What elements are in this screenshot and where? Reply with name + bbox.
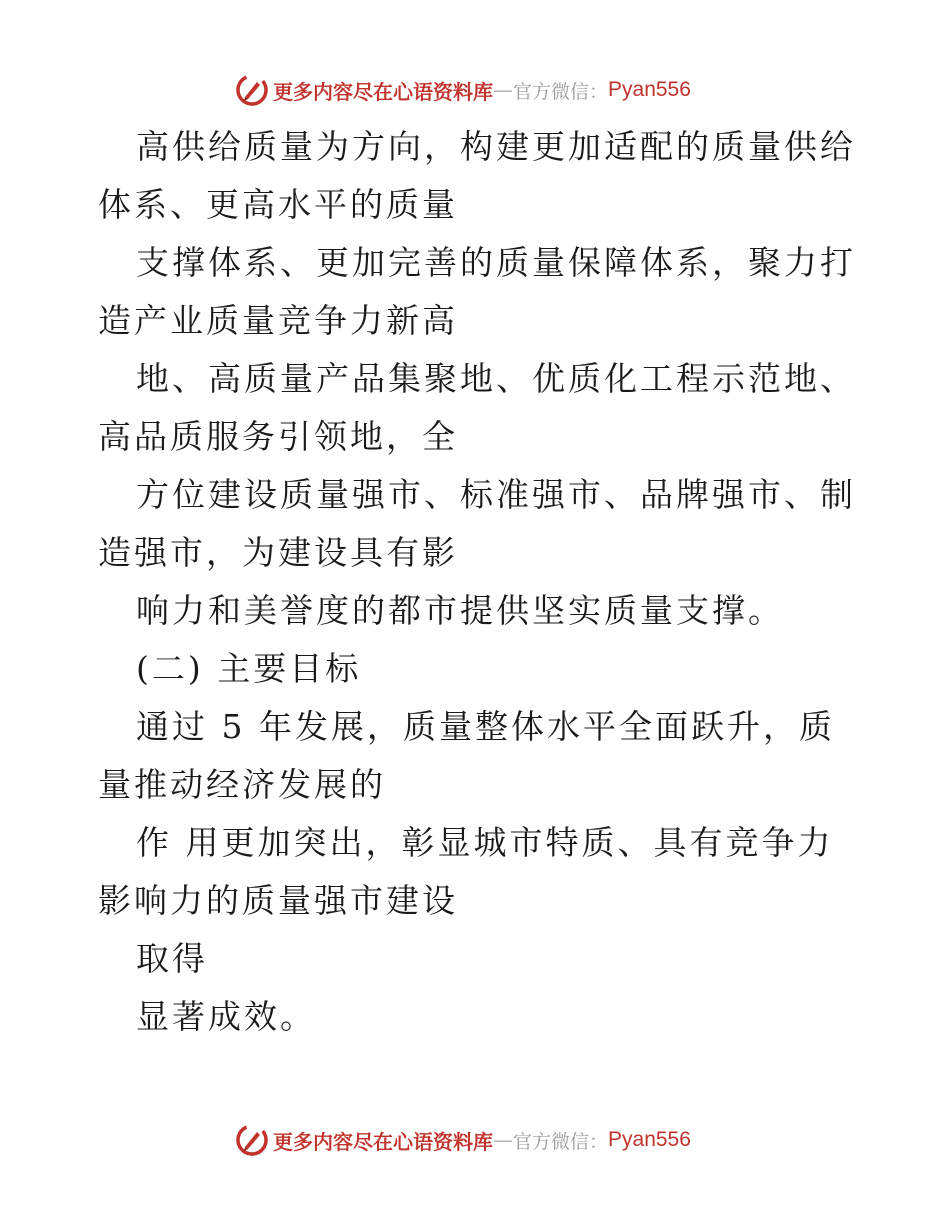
paragraph: 方位建设质量强市、标准强市、品牌强市、制造强市，为建设具有影	[98, 475, 856, 572]
header-watermark	[235, 72, 691, 108]
watermark-brand: 更多内容尽在心语资料库	[273, 1129, 493, 1154]
paragraph: 作 用更加突出，彰显城市特质、具有竞争力影响力的质量强市建设	[98, 823, 834, 920]
brush-seal-logo-icon	[235, 73, 269, 107]
section-heading: (二) 主要目标	[136, 649, 362, 688]
document-body	[98, 118, 858, 1046]
watermark-official-label: 官方微信：	[513, 80, 609, 103]
paragraph: 响力和美誉度的都市提供坚实质量支撑。	[136, 591, 784, 630]
watermark-separator: —	[493, 78, 513, 102]
watermark-official-label: 官方微信：	[513, 1130, 609, 1153]
paragraph: 支撑体系、更加完善的质量保障体系，聚力打造产业质量竞争力新高	[98, 243, 856, 340]
paragraph: 地、高质量产品集聚地、优质化工程示范地、高品质服务引领地，全	[98, 359, 856, 456]
watermark-wechat-id: Pyan556	[608, 78, 691, 101]
brush-seal-logo-icon	[235, 1123, 269, 1157]
paragraph: 高供给质量为方向，构建更加适配的质量供给体系、更高水平的质量	[98, 127, 856, 224]
watermark-separator: —	[493, 1128, 513, 1152]
paragraph: 显著成效。	[136, 997, 316, 1036]
footer-watermark	[235, 1122, 691, 1158]
watermark-wechat-id: Pyan556	[608, 1128, 691, 1151]
watermark-brand: 更多内容尽在心语资料库	[273, 79, 493, 104]
paragraph: 通过 5 年发展，质量整体水平全面跃升，质量推动经济发展的	[98, 707, 835, 804]
paragraph: 取得	[136, 939, 208, 978]
